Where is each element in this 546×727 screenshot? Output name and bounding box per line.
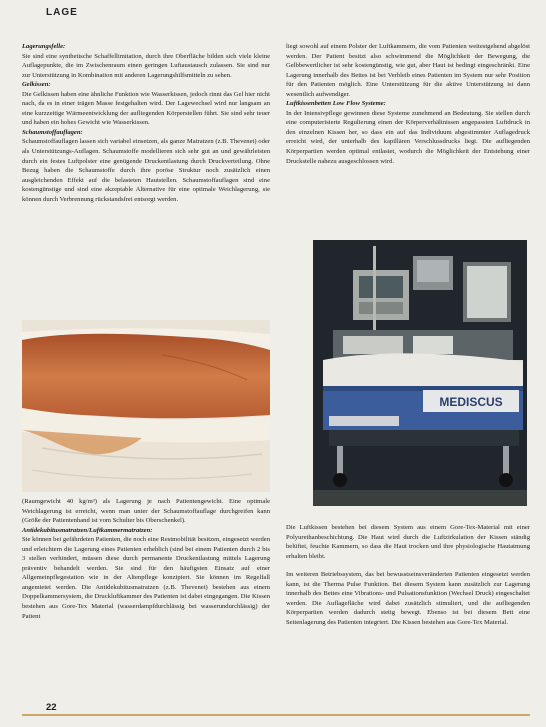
paragraph bbox=[22, 497, 270, 526]
bed-brand-label: MEDISCUS bbox=[439, 395, 503, 409]
paragraph-body: Die Luftkissen bestehen bei diesem System aus einem Gore-Tex-Material mit einer Polyurethanbeschichtung. Die Haut wird durch die Luftzirkulation der Kissen ständig belüftet, feuchte Kammern, so dass die Haut trocken und ihre physiologische Hautatmung erhalten bleibt. bbox=[286, 524, 530, 560]
paragraph bbox=[22, 42, 270, 80]
paragraph bbox=[22, 526, 270, 621]
paragraph bbox=[286, 99, 530, 166]
paragraph bbox=[22, 128, 270, 204]
subheading: Gelkissen: bbox=[22, 81, 51, 89]
paragraph-body: Sie können bei gefährdeten Patienten, die noch eine Restmobilität besitzen, eingesetzt werden und erleichtern die Lagerung eines Patienten erheblich (sind bei einem Patienten durch 2 bis 3 stellen verhindert, müssen diese durch permanente Druckentlastung mittels Lagerung präventiv behandelt werden. Sie sind für den häufigsten Einsatz auf einer Allgemeinpflegestation wie in der Altenpflege konzipiert. Sie können im Regelfall angemietet werden. Die Antidekubitusmatratzen (z.B. Thevenet) bestehen aus einem Doppelkammersystem, die Druckluftkammer des Patienten ist dabei eingegangen. Die Kissen bestehen aus Gore-Tex Material (wasserdampfdurchlässig bei wasserundurchlässig) der Patient bbox=[22, 536, 270, 620]
paragraph-body: In der Intensivpflege gewinnen diese Systeme zunehmend an Bedeutung. Sie stellen durch eine computerisierte Regulierung einen der Körperverhältnissen angepassten Luftdruck in den einzelnen Kissen her, so dass ein auf das Individuum abgestimmter Auflagedruck erreicht wird, der unterhalb des kapillären Verschlussdrucks liegt. Die aufliegenden Körperpartien werden optimal entlastet, wodurch die Möglichkeit der Entstehung einer Druckstelle nahezu ausgeschlossen wird. bbox=[286, 109, 530, 165]
paragraph-gap bbox=[286, 561, 530, 570]
subheading: Lagerungsfelle: bbox=[22, 43, 66, 50]
running-head: LAGE bbox=[46, 7, 78, 18]
subheading: Schaumstoffauflagen: bbox=[22, 128, 83, 136]
photo-icu-air-bed bbox=[313, 240, 527, 506]
paragraph bbox=[286, 42, 530, 99]
patient-photo-illustration bbox=[22, 320, 270, 492]
right-column-text bbox=[286, 42, 530, 166]
footer-rule bbox=[22, 714, 530, 716]
subheading: Luftkissenbetten Low Flow Systeme: bbox=[286, 100, 386, 108]
left-column-bottom-text bbox=[22, 497, 270, 621]
paragraph-body: Sie sind eine synthetische Schaffellimitation, durch ihre Oberfläche bilden sich viele kleine Auflagepunkte, die im Zwischenraum einen geringen Luftaustausch zulassen. Sie sind nur zur Unterstützung in Kombination mit anderen Lagerungshilfsmitteln zu sehen. bbox=[22, 52, 270, 79]
paragraph bbox=[286, 570, 530, 627]
paragraph-body: Im weiteren Betriebssystem, das bei bewusstseinsveränderten Patienten eingesetzt werden kann, ist die Therma Pulse Funktion. Bei diesem System kann zusätzlich zur Lagerung innerhalb des Bettes eine Vibrations- und Pulsationsfunktion (Wechsel Druck) eingeschaltet werden. Die Auflagefläche wird dabei zusätzlich stimuliert, und die aufliegenden Körperpartien werden dadurch stetig bewegt. Ebenso ist bei diesem Bett eine Seitenlagerung des Patienten integriert. Die Kissen bestehen aus Gore-Tex Material. bbox=[286, 571, 530, 626]
page-number: 22 bbox=[46, 702, 57, 713]
paragraph bbox=[286, 523, 530, 561]
paragraph-body: Die Gelkissen haben eine ähnliche Funktion wie Wasserkissen, jedoch rinnt das Gel hier nicht nach, da es in einer trägen Masse festgehalten wird. Der Lagewechsel wird nur langsam an eine kurzzeitige Wärmeentwicklung der aufliegenden Körperstellen führt. Sie sind sehr teuer und haben ein hohes Gewicht wie Wasserkissen. bbox=[22, 90, 271, 127]
right-column-bottom-text bbox=[286, 523, 530, 627]
left-column-text bbox=[22, 42, 270, 204]
paragraph-body: liegt sowohl auf einem Polster der Luftkammern, die vom Patienten weitestgehend abgelöst werden. Der Patient besitzt also schwimmend die Möglichkeit der Bewegung, die Gelbbewertlicher ist sehr kostengünstig, wie gut, aber Haut ist bedingt eingeschränkt. Eine Lagerung innerhalb des Bettes ist bei Verbleib eines Patienten im System nur sehr Position für den Patienten möglich. Eine Unterstützung für die aktive Unterstützung ist dann wesentlich aufwendiger. bbox=[286, 43, 530, 98]
paragraph-body: (Raumgewicht 40 kg/m³) als Lagerung je nach Patientengewicht. Eine optimale Weichlagerung ist erreicht, wenn man unter der Schaumstoffauflage durchgreifen kann (Größe der Patientenhand ist vom Schulter bis Oberschenkel). bbox=[22, 498, 270, 525]
paragraph bbox=[22, 80, 270, 128]
photo-patient-on-foam-mattress bbox=[22, 320, 270, 492]
subheading: Antidekubitusmatratzen/Luftkammermatratzen: bbox=[22, 526, 153, 534]
icu-bed-illustration bbox=[313, 240, 527, 506]
paragraph-body: Schaumstoffauflagen lassen sich variabel einsetzen, als ganze Matratzen (z.B. Thevenet) oder als Unterstützungs-Auflagen. Schaumstoffe modellieren sich sehr gut an und gewährleisten durch ein festes Luftpolster eine genügende Druckentlastung durch Druckverteilung. Ohne Bezug haben die Schaumstoffe durch ihre poröse Struktur noch zusätzlich einen ausgleichenden Effekt auf die belasteten Hautstellen. Schaumstoffauflagen sind eine kostengünstige und sind eine akzeptable Alternative für eine optimale Weichlagerung, sie können durch Verbrennung rückstandsfrei entsorgt werden. bbox=[22, 138, 270, 203]
